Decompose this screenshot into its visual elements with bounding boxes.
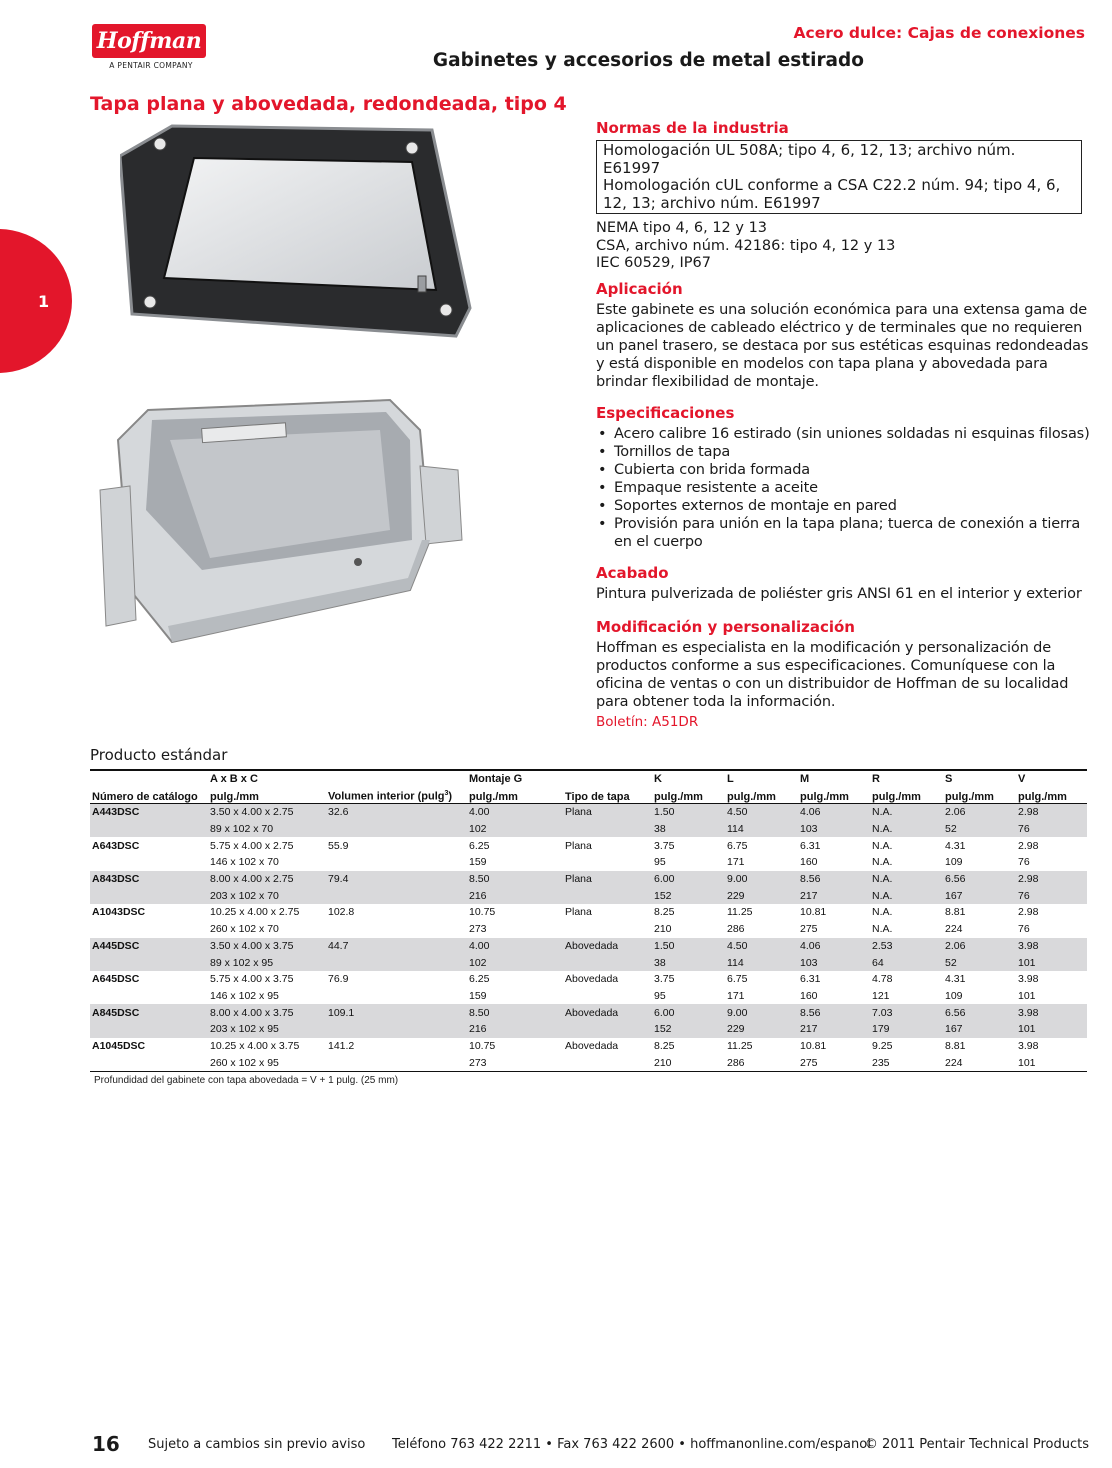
table-cell: 8.56 bbox=[798, 1004, 870, 1021]
list-item: • Acero calibre 16 estirado (sin uniones soldadas ni esquinas filosas) bbox=[596, 425, 1092, 443]
table-cell bbox=[90, 854, 208, 871]
table-cell: 4.00 bbox=[467, 938, 563, 955]
table-row bbox=[90, 988, 1087, 1005]
table-cell: N.A. bbox=[870, 804, 943, 821]
table-cell: 273 bbox=[467, 1054, 563, 1071]
standard-line: IEC 60529, IP67 bbox=[596, 255, 711, 271]
table-cell: 2.98 bbox=[1016, 871, 1087, 888]
table-cell: 171 bbox=[727, 856, 745, 869]
table-cell: 79.4 bbox=[326, 871, 467, 888]
list-item: • Cubierta con brida formada bbox=[596, 461, 1092, 479]
table-row bbox=[90, 1004, 1087, 1021]
customization-text: Hoffman es especialista en la modificación y personalización de productos conforme a sus especificaciones. Comuníquese con la oficina de ventas o con un distribuidor de Hoffman de su localidad para obtener toda la información. bbox=[596, 640, 1069, 710]
table-cell: 10.75 bbox=[469, 1039, 496, 1052]
catalog-number-cell: A643DSC bbox=[92, 839, 140, 852]
table-cell: 159 bbox=[469, 856, 487, 869]
table-cell: 167 bbox=[943, 887, 1016, 904]
logo-tagline: A PENTAIR COMPANY bbox=[109, 61, 193, 70]
table-cell bbox=[90, 954, 208, 971]
table-cell: N.A. bbox=[872, 839, 893, 852]
table-cell: 6.56 bbox=[943, 871, 1016, 888]
table-cell: 4.00 bbox=[467, 804, 563, 821]
column-header bbox=[90, 770, 208, 785]
table-cell: 10.25 x 4.00 x 3.75 bbox=[210, 1039, 300, 1052]
table-row bbox=[90, 904, 1087, 921]
table-cell: 203 x 102 x 95 bbox=[208, 1021, 326, 1038]
table-cell: 286 bbox=[725, 1054, 798, 1071]
table-row bbox=[90, 1054, 1087, 1071]
volume-header-close: ) bbox=[448, 791, 453, 803]
table-cell bbox=[326, 854, 467, 871]
table-cell: 114 bbox=[725, 954, 798, 971]
bulletin-link[interactable]: Boletín: A51DR bbox=[596, 714, 699, 730]
table-body bbox=[90, 804, 1087, 1072]
table-cell: 8.81 bbox=[945, 1039, 966, 1052]
certification-box bbox=[596, 140, 1082, 214]
table-cell: 260 x 102 x 70 bbox=[210, 923, 279, 936]
table-cell: 171 bbox=[727, 989, 745, 1002]
table-cell: Abovedada bbox=[563, 938, 652, 955]
table-cell: 52 bbox=[943, 954, 1016, 971]
product-table bbox=[90, 769, 1087, 1072]
table-cell: 9.25 bbox=[872, 1039, 893, 1052]
table-cell: 224 bbox=[945, 923, 963, 936]
table-cell: 44.7 bbox=[326, 938, 467, 955]
table-cell: 8.50 bbox=[467, 871, 563, 888]
table-cell: 11.25 bbox=[727, 906, 753, 919]
table-cell: 10.81 bbox=[800, 906, 827, 919]
table-row bbox=[90, 921, 1087, 938]
table-cell: 6.75 bbox=[727, 839, 748, 852]
table-cell: 101 bbox=[1016, 954, 1087, 971]
table-cell bbox=[563, 854, 652, 871]
table-cell: 38 bbox=[652, 954, 725, 971]
table-cell: 64 bbox=[870, 954, 943, 971]
table-cell: 76 bbox=[1016, 821, 1087, 838]
table-cell: 146 x 102 x 95 bbox=[210, 989, 279, 1002]
table-cell: 4.50 bbox=[725, 938, 798, 955]
table-cell: 121 bbox=[872, 989, 890, 1002]
section-tab bbox=[0, 229, 72, 373]
table-cell: 101 bbox=[1016, 1021, 1087, 1038]
standard-line: NEMA tipo 4, 6, 12 y 13 bbox=[596, 220, 768, 236]
table-cell: 152 bbox=[652, 887, 725, 904]
table-cell: 6.75 bbox=[727, 973, 748, 986]
section-tab-number: 1 bbox=[38, 292, 50, 311]
table-row bbox=[90, 887, 1087, 904]
catalog-number-cell: A1045DSC bbox=[92, 1039, 146, 1052]
catalog-number-cell: A445DSC bbox=[90, 938, 208, 955]
table-cell bbox=[563, 954, 652, 971]
table-cell: 89 x 102 x 70 bbox=[208, 821, 326, 838]
table-cell: 109 bbox=[945, 989, 963, 1002]
table-cell: 216 bbox=[467, 1021, 563, 1038]
header-title: Gabinetes y accesorios de metal estirado bbox=[432, 50, 864, 71]
customization-section bbox=[596, 618, 1092, 731]
table-cell: 5.75 x 4.00 x 3.75 bbox=[210, 973, 294, 986]
table-cell bbox=[326, 988, 467, 1005]
table-cell: N.A. bbox=[870, 871, 943, 888]
page-footer bbox=[0, 1432, 1112, 1462]
specifications-list bbox=[596, 425, 1092, 551]
column-header: pulg./mm bbox=[208, 785, 326, 804]
table-cell: 102 bbox=[467, 954, 563, 971]
header-category: Acero dulce: Cajas de conexiones bbox=[793, 24, 1085, 42]
table-cell: 102 bbox=[467, 821, 563, 838]
table-cell: Abovedada bbox=[563, 1004, 652, 1021]
table-cell: 76 bbox=[1018, 923, 1030, 936]
table-cell: N.A. bbox=[872, 906, 893, 919]
table-cell bbox=[90, 1021, 208, 1038]
footer-copyright: © 2011 Pentair Technical Products bbox=[864, 1437, 1089, 1452]
table-cell: 160 bbox=[800, 856, 818, 869]
table-cell bbox=[563, 921, 652, 938]
application-heading: Aplicación bbox=[596, 280, 683, 298]
column-header: pulg./mm bbox=[870, 785, 943, 804]
table-cell: 217 bbox=[798, 1021, 870, 1038]
table-cell: 4.50 bbox=[725, 804, 798, 821]
customization-heading: Modificación y personalización bbox=[596, 618, 855, 636]
table-cell: 4.31 bbox=[945, 839, 966, 852]
table-row bbox=[90, 938, 1087, 955]
table-cell: 38 bbox=[652, 821, 725, 838]
table-cell bbox=[563, 887, 652, 904]
table-cell: 8.81 bbox=[945, 906, 966, 919]
table-cell: 1.50 bbox=[652, 804, 725, 821]
table-cell: 286 bbox=[727, 923, 745, 936]
hoffman-logo bbox=[92, 24, 210, 78]
table-cell: 4.78 bbox=[872, 973, 893, 986]
specifications-section bbox=[596, 404, 1092, 551]
table-cell bbox=[563, 821, 652, 838]
enclosure-body-image bbox=[90, 390, 480, 650]
column-header-volume bbox=[326, 785, 467, 804]
finish-section bbox=[596, 564, 1092, 603]
standards-heading: Normas de la industria bbox=[596, 119, 789, 137]
table-cell: 2.06 bbox=[943, 938, 1016, 955]
table-row bbox=[90, 821, 1087, 838]
volume-header-text: Volumen interior (pulg bbox=[328, 791, 445, 803]
application-section bbox=[596, 280, 1092, 391]
list-item: • Tornillos de tapa bbox=[596, 443, 1092, 461]
table-cell: 10.25 x 4.00 x 2.75 bbox=[210, 906, 300, 919]
table-cell: 3.98 bbox=[1018, 973, 1039, 986]
table-cell bbox=[326, 921, 467, 938]
logo-wordmark: Hoffman bbox=[92, 24, 206, 58]
table-cell: 2.98 bbox=[1018, 839, 1039, 852]
catalog-number-cell: A645DSC bbox=[92, 973, 140, 986]
table-cell: 9.00 bbox=[725, 1004, 798, 1021]
footer-notice: Sujeto a cambios sin previo aviso bbox=[148, 1437, 366, 1452]
table-cell bbox=[90, 988, 208, 1005]
table-cell bbox=[90, 921, 208, 938]
table-cell: 55.9 bbox=[328, 839, 349, 852]
column-header: S bbox=[943, 770, 1016, 785]
table-row bbox=[90, 1038, 1087, 1055]
table-cell: 160 bbox=[800, 989, 818, 1002]
column-header: pulg./mm bbox=[652, 785, 725, 804]
product-title: Tapa plana y abovedada, redondeada, tipo 4 bbox=[90, 93, 567, 115]
table-cell: N.A. bbox=[870, 887, 943, 904]
table-cell: 76 bbox=[1016, 887, 1087, 904]
table-cell: 2.53 bbox=[870, 938, 943, 955]
table-cell: 3.98 bbox=[1018, 1039, 1039, 1052]
table-cell: 6.25 bbox=[469, 973, 490, 986]
table-cell: 4.31 bbox=[945, 973, 966, 986]
column-header: K bbox=[652, 770, 725, 785]
table-cell: 141.2 bbox=[328, 1039, 355, 1052]
column-header: V bbox=[1016, 770, 1087, 785]
table-cell: 76 bbox=[1018, 856, 1030, 869]
column-header: R bbox=[870, 770, 943, 785]
table-caption: Producto estándar bbox=[90, 746, 228, 764]
catalog-number-cell: A845DSC bbox=[90, 1004, 208, 1021]
table-cell: 167 bbox=[943, 1021, 1016, 1038]
table-cell: Plana bbox=[563, 804, 652, 821]
column-header: M bbox=[798, 770, 870, 785]
table-cell: 32.6 bbox=[326, 804, 467, 821]
column-header: pulg./mm bbox=[798, 785, 870, 804]
table-cell: 3.75 bbox=[654, 839, 675, 852]
table-cell: 6.00 bbox=[652, 1004, 725, 1021]
table-cell bbox=[563, 1021, 652, 1038]
table-cell: 6.31 bbox=[800, 839, 821, 852]
table-cell: 2.06 bbox=[943, 804, 1016, 821]
table-cell: 224 bbox=[943, 1054, 1016, 1071]
table-cell: 6.25 bbox=[469, 839, 490, 852]
table-cell: 114 bbox=[725, 821, 798, 838]
table-cell bbox=[90, 1054, 208, 1071]
table-cell: 159 bbox=[469, 989, 487, 1002]
certification-line: Homologación cUL conforme a CSA C22.2 núm. 94; tipo 4, 6, bbox=[603, 176, 1061, 194]
specifications-heading: Especificaciones bbox=[596, 404, 735, 422]
table-row bbox=[90, 871, 1087, 888]
table-cell: 3.50 x 4.00 x 2.75 bbox=[208, 804, 326, 821]
certification-line: 12, 13; archivo núm. E61997 bbox=[603, 193, 821, 212]
table-row bbox=[90, 954, 1087, 971]
table-row bbox=[90, 971, 1087, 988]
table-cell: 8.00 x 4.00 x 2.75 bbox=[208, 871, 326, 888]
table-cell: 10.81 bbox=[800, 1039, 827, 1052]
table-cell bbox=[326, 821, 467, 838]
catalog-number-cell: A443DSC bbox=[90, 804, 208, 821]
table-cell: 210 bbox=[654, 923, 672, 936]
table-cell: 275 bbox=[800, 923, 818, 936]
certification-line: Homologación UL 508A; tipo 4, 6, 12, 13; archivo núm. E61997 bbox=[603, 141, 1016, 177]
table-cell: 152 bbox=[652, 1021, 725, 1038]
table-cell bbox=[563, 988, 652, 1005]
table-cell: 229 bbox=[725, 887, 798, 904]
table-cell: 8.25 bbox=[654, 1039, 675, 1052]
table-cell: 6.56 bbox=[943, 1004, 1016, 1021]
table-cell: 52 bbox=[943, 821, 1016, 838]
column-header: pulg./mm bbox=[943, 785, 1016, 804]
catalog-number-cell: A1043DSC bbox=[92, 906, 146, 919]
column-header bbox=[563, 770, 652, 785]
table-cell: 8.00 x 4.00 x 3.75 bbox=[208, 1004, 326, 1021]
table-cell: 7.03 bbox=[870, 1004, 943, 1021]
table-cell: 3.98 bbox=[1016, 1004, 1087, 1021]
application-text: Este gabinete es una solución económica para una extensa gama de aplicaciones de cableado eléctrico y de terminales que no requieren un panel trasero, se destaca por sus estéticas esquinas redondeadas y está disponible en modelos con tapa plana y abovedada para brindar flexibilidad de montaje. bbox=[596, 302, 1089, 390]
flat-cover-image bbox=[120, 118, 490, 348]
table-cell: 1.50 bbox=[652, 938, 725, 955]
table-footnote: Profundidad del gabinete con tapa abovedada = V + 1 pulg. (25 mm) bbox=[94, 1075, 399, 1086]
table-cell: 102.8 bbox=[328, 906, 355, 919]
table-cell: 4.06 bbox=[798, 938, 870, 955]
table-cell bbox=[326, 1021, 467, 1038]
table-cell: 210 bbox=[652, 1054, 725, 1071]
table-cell: 8.50 bbox=[467, 1004, 563, 1021]
table-cell bbox=[326, 1054, 467, 1071]
table-cell: Plana bbox=[565, 906, 592, 919]
table-cell: Abovedada bbox=[565, 973, 619, 986]
table-cell: 103 bbox=[798, 954, 870, 971]
table-cell: 203 x 102 x 70 bbox=[208, 887, 326, 904]
table-cell: 146 x 102 x 70 bbox=[210, 856, 279, 869]
page-number: 16 bbox=[92, 1432, 120, 1456]
standards-section bbox=[596, 119, 1092, 273]
standard-line: CSA, archivo núm. 42186: tipo 4, 12 y 13 bbox=[596, 237, 896, 254]
table-cell: 216 bbox=[467, 887, 563, 904]
table-cell: 95 bbox=[654, 856, 666, 869]
table-cell: 11.25 bbox=[727, 1039, 753, 1052]
table-cell: 273 bbox=[469, 923, 487, 936]
column-header: pulg./mm bbox=[1016, 785, 1087, 804]
table-cell: 217 bbox=[798, 887, 870, 904]
table-row bbox=[90, 1021, 1087, 1038]
table-cell bbox=[90, 887, 208, 904]
table-cell: 109 bbox=[945, 856, 963, 869]
footer-contact: Teléfono 763 422 2211 • Fax 763 422 2600 • hoffmanonline.com/espanol bbox=[392, 1437, 871, 1452]
table-cell: N.A. bbox=[870, 821, 943, 838]
table-cell bbox=[563, 1054, 652, 1071]
table-cell: N.A. bbox=[872, 923, 893, 936]
table-cell: 6.00 bbox=[652, 871, 725, 888]
list-item: • Provisión para unión en la tapa plana; tuerca de conexión a tierra en el cuerpo bbox=[596, 515, 1092, 551]
list-item: • Soportes externos de montaje en pared bbox=[596, 497, 1092, 515]
table-cell: Plana bbox=[565, 839, 592, 852]
table-cell: 8.56 bbox=[798, 871, 870, 888]
catalog-number-cell: A843DSC bbox=[90, 871, 208, 888]
table-cell: 101 bbox=[1018, 989, 1036, 1002]
table-cell: 3.50 x 4.00 x 3.75 bbox=[208, 938, 326, 955]
column-header: pulg./mm bbox=[725, 785, 798, 804]
column-header: Número de catálogo bbox=[90, 785, 208, 804]
finish-text: Pintura pulverizada de poliéster gris ANSI 61 en el interior y exterior bbox=[596, 586, 1082, 602]
table-cell bbox=[326, 887, 467, 904]
table-cell: 9.00 bbox=[725, 871, 798, 888]
volume-header-exponent: 3 bbox=[444, 790, 449, 798]
table-cell: 103 bbox=[798, 821, 870, 838]
table-cell: 235 bbox=[870, 1054, 943, 1071]
table-cell: Abovedada bbox=[565, 1039, 619, 1052]
table-cell: 89 x 102 x 95 bbox=[208, 954, 326, 971]
column-header: pulg./mm bbox=[467, 785, 563, 804]
table-cell bbox=[90, 821, 208, 838]
column-header: A x B x C bbox=[208, 770, 326, 785]
table-cell: 8.25 bbox=[654, 906, 675, 919]
table-cell: 6.31 bbox=[800, 973, 821, 986]
table-row bbox=[90, 804, 1087, 821]
table-cell: 4.06 bbox=[798, 804, 870, 821]
table-cell: 3.75 bbox=[654, 973, 675, 986]
table-cell: 2.98 bbox=[1018, 906, 1039, 919]
table-cell: 260 x 102 x 95 bbox=[208, 1054, 326, 1071]
column-header bbox=[326, 770, 467, 785]
table-cell bbox=[326, 954, 467, 971]
table-cell: 10.75 bbox=[469, 906, 496, 919]
table-row bbox=[90, 854, 1087, 871]
table-cell: 275 bbox=[798, 1054, 870, 1071]
table-row bbox=[90, 837, 1087, 854]
column-header: L bbox=[725, 770, 798, 785]
table-cell: 179 bbox=[870, 1021, 943, 1038]
table-cell: 101 bbox=[1016, 1054, 1087, 1071]
table-cell: 95 bbox=[654, 989, 666, 1002]
finish-heading: Acabado bbox=[596, 564, 669, 582]
table-cell: N.A. bbox=[872, 856, 893, 869]
list-item: • Empaque resistente a aceite bbox=[596, 479, 1092, 497]
table-cell: 76.9 bbox=[328, 973, 349, 986]
table-cell: 109.1 bbox=[326, 1004, 467, 1021]
table-cell: Plana bbox=[563, 871, 652, 888]
table-cell: 5.75 x 4.00 x 2.75 bbox=[210, 839, 294, 852]
table-cell: 2.98 bbox=[1016, 804, 1087, 821]
column-header: Montaje G bbox=[467, 770, 563, 785]
table-cell: 3.98 bbox=[1016, 938, 1087, 955]
table-cell: 229 bbox=[725, 1021, 798, 1038]
column-header: Tipo de tapa bbox=[563, 785, 652, 804]
